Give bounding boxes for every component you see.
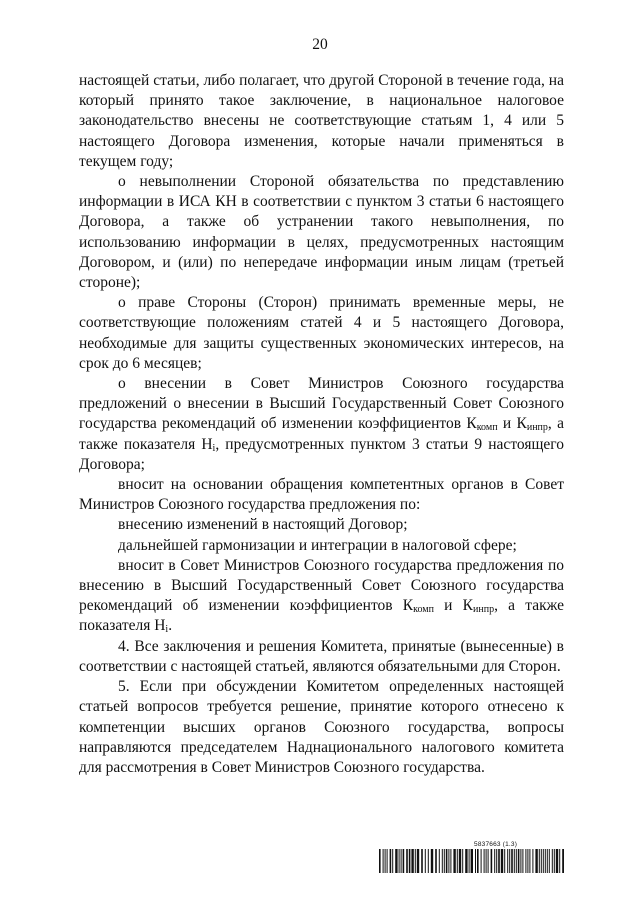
subscript-komp: комп [476,422,498,434]
paragraph-coefficients-proposal [79,374,564,475]
subscript-inpr: инпр [526,422,548,434]
text-segment: и К [433,597,474,615]
paragraph-recommendations [79,556,564,637]
paragraph-amendments: внесению изменений в настоящий Договор; [118,516,408,534]
paragraph-submits-proposals: вносит на основании обращения компетентных органов в Совет Министров Союзного государства предложения по: [79,476,564,514]
subscript-komp: комп [413,604,434,616]
text-segment: вносит в Совет Министров Союзного государства предложения по внесению в Высший Государственный Совет Союзного государства рекомендаций об изменении коэффициентов К [79,556,564,615]
paragraph-continuation: настоящей статьи, либо полагает, что другой Стороной в течение года, на который принято такое заключение, в национальное налоговое законодательство внесены не соответствующие статьям 1, 4 или 5 настоящего Договора изменения, которые начали применяться в текущем году; [79,72,564,170]
paragraph-harmonization: дальнейшей гармонизации и интеграции в налоговой сфере; [118,536,517,554]
subscript-inpr: инпр [473,604,495,616]
paragraph-temporary-measures: о праве Стороны (Сторон) принимать временные меры, не соответствующие положениям статей 4 и 5 настоящего Договора, необходимые для защиты существенных экономических интересов, на срок до 6 месяцев; [79,294,564,372]
text-segment: , а также показателя Н [79,597,564,635]
clause-4: 4. Все заключения и решения Комитета, принятые (вынесенные) в соответствии с настоящей статьей, являются обязательными для Сторон. [79,637,564,675]
barcode-image [379,849,564,873]
text-segment: о внесении в Совет Министров Союзного государства предложений о внесении в Высший Государственный Совет Союзного государства рекомендаций об изменении коэффициентов К [79,375,564,433]
text-segment: и К [497,415,527,433]
clause-5: 5. Если при обсуждении Комитетом определенных настоящей статьей вопросов требуется решение, принятие которого отнесено к компетенции высших органов Союзного государства, вопросы направляются председателем Наднационального налогового комитета для рассмотрения в Совет Министров Союзного государства. [79,678,564,776]
text-segment: , предусмотренных пунктом 3 статьи 9 настоящего Договора; [79,435,565,473]
page-number: 20 [312,36,328,53]
document-body [79,71,564,778]
subscript-i: i [212,442,216,454]
subscript-i: i [165,624,169,636]
paragraph-nonfulfillment: о невыполнении Стороной обязательства по представлению информации в ИСА КН в соответствии с пунктом 3 статьи 6 настоящего Договора, а также об устранении такого невыполнения, по использованию информации в целях, предусмотренных настоящим Договором, и (или) по непередаче информации иным лицам (третьей стороне); [79,173,564,292]
document-code: 5837663 (1.3) [474,841,518,848]
text-segment: . [168,617,173,635]
text-segment: , а также показателя Н [79,415,564,453]
